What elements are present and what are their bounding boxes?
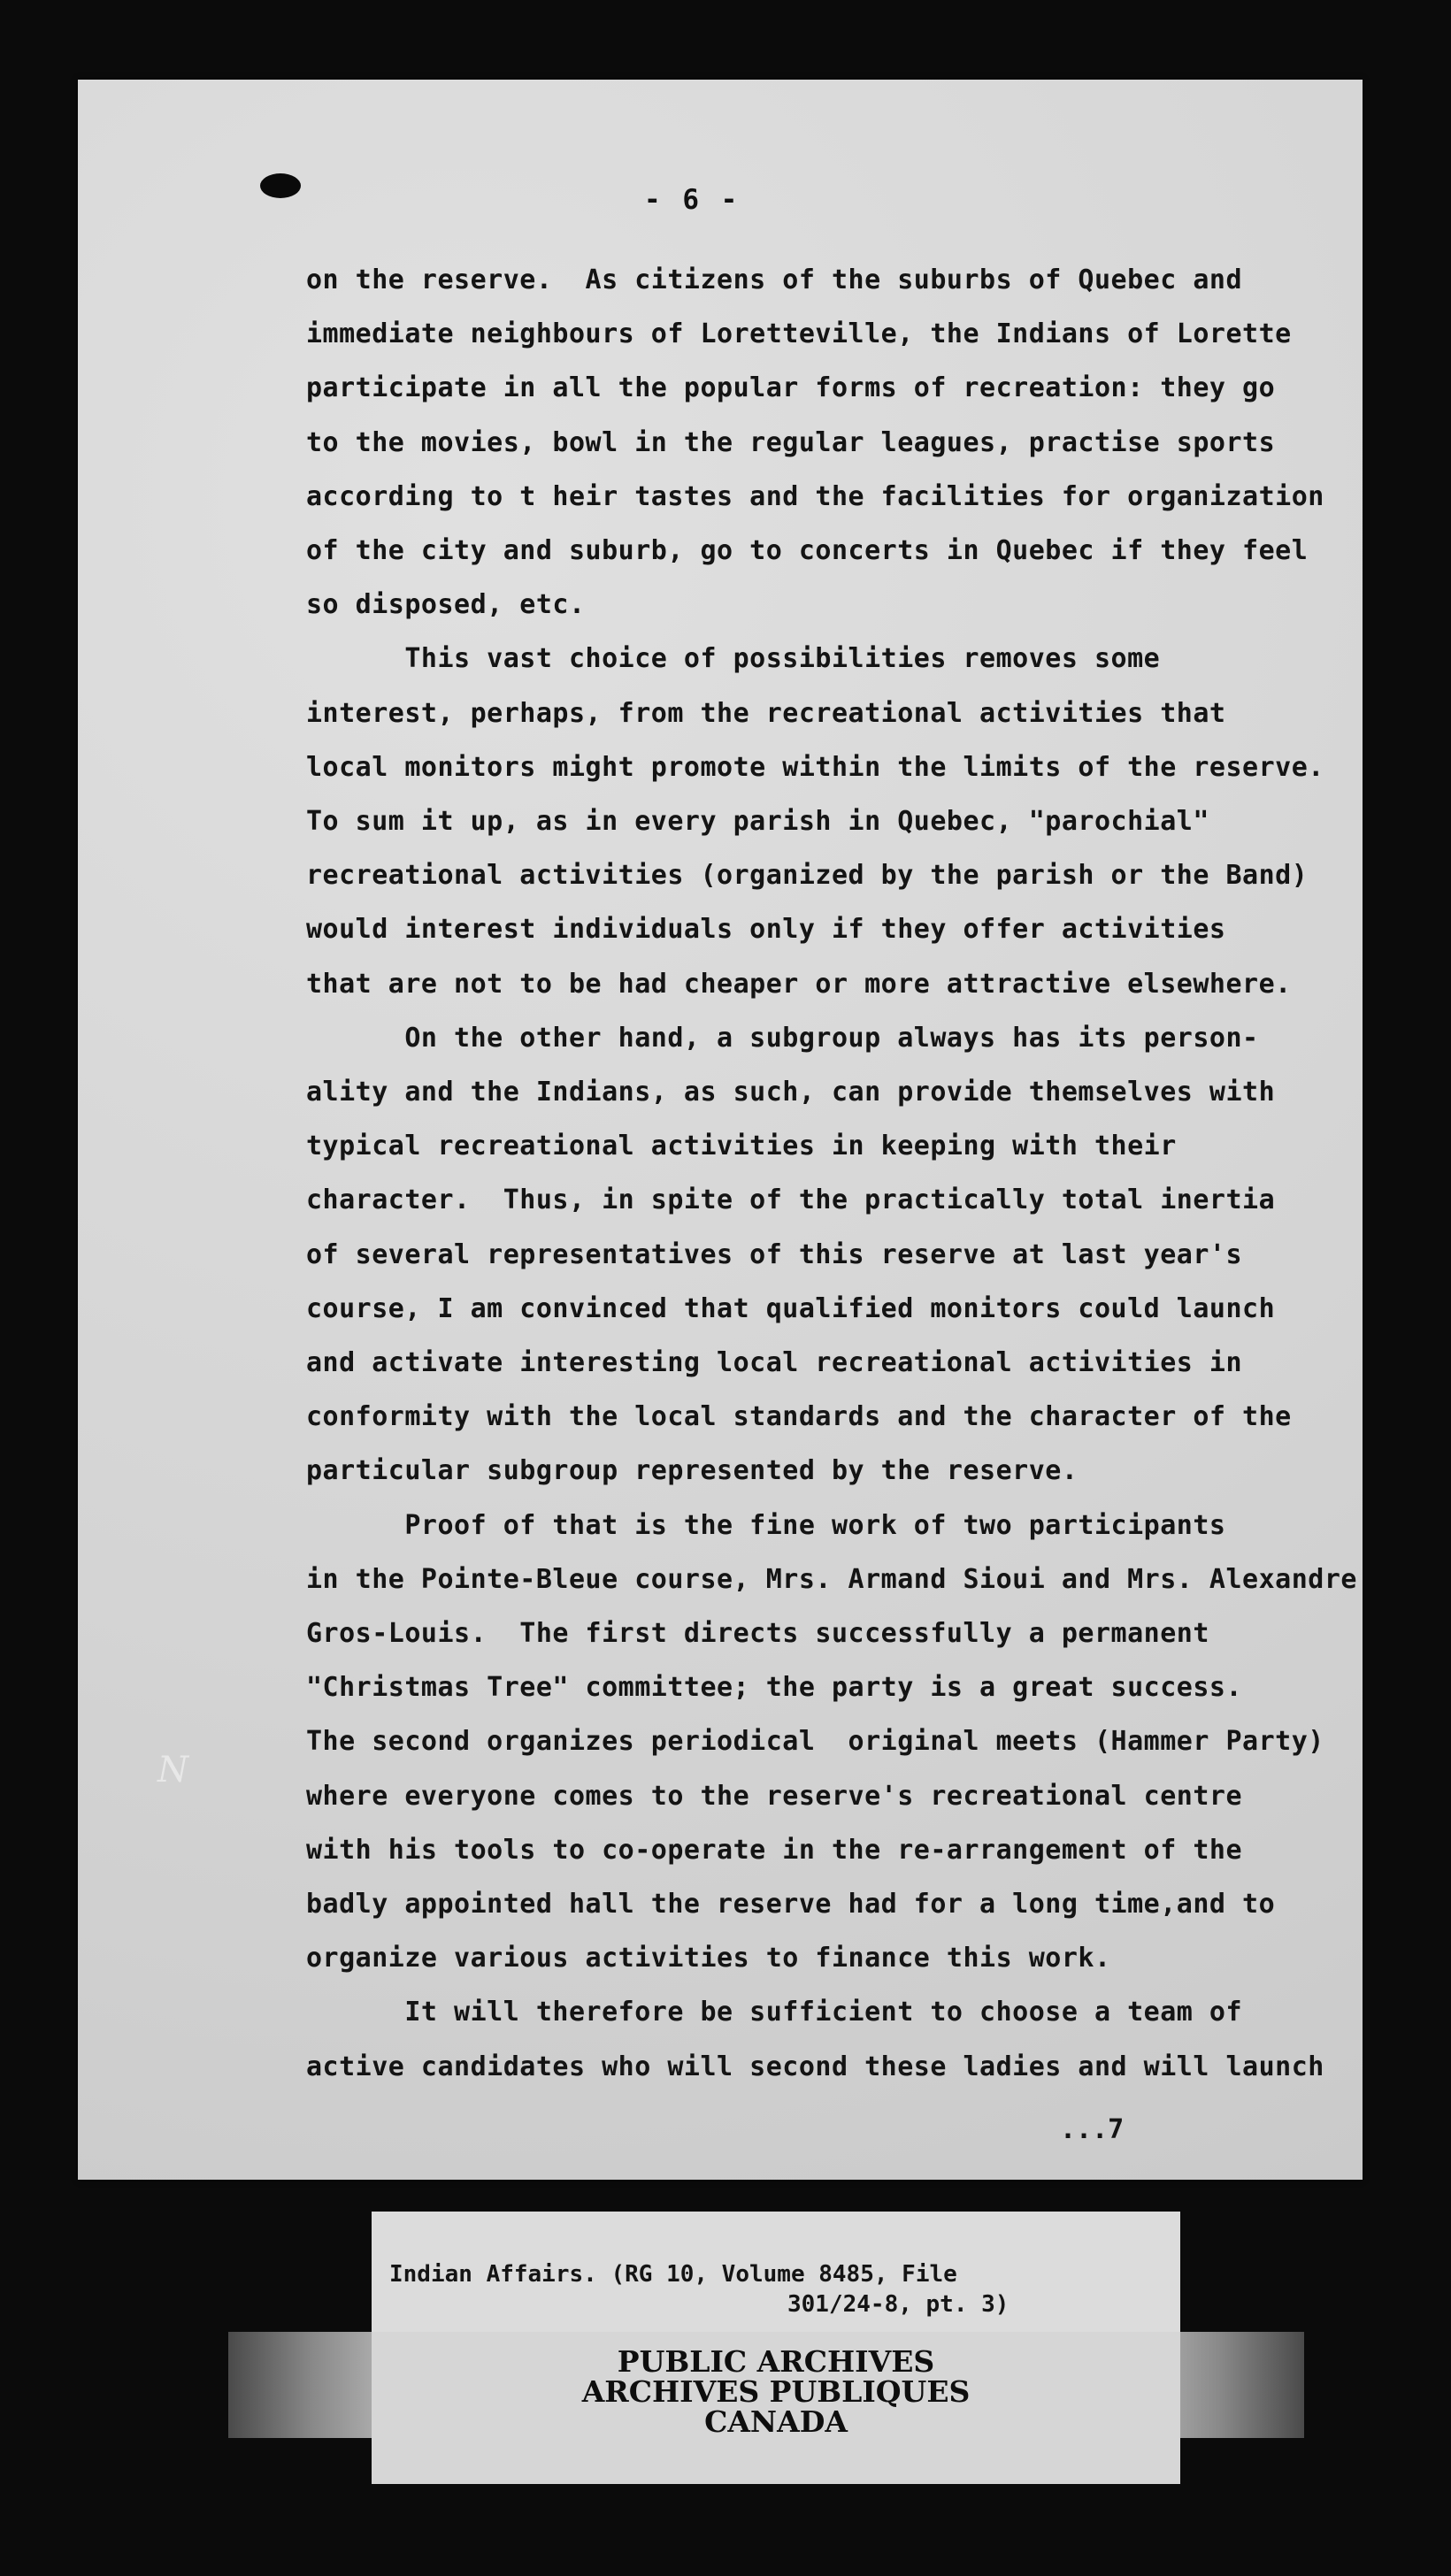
body-line: of the city and suburb, go to concerts in Quebec if they feel xyxy=(306,535,1309,566)
stamp-line-3: CANADA xyxy=(704,2404,848,2439)
body-line: where everyone comes to the reserve's recreational centre xyxy=(306,1780,1243,1812)
body-line: "Christmas Tree" committee; the party is a great success. xyxy=(306,1672,1243,1704)
body-line: to the movies, bowl in the regular leagues, practise sports xyxy=(306,426,1276,458)
citation-line-1: Indian Affairs. (RG 10, Volume 8485, File xyxy=(389,2261,957,2288)
body-line: with his tools to co-operate in the re-arrangement of the xyxy=(306,1834,1243,1866)
body-line: Proof of that is the fine work of two participants xyxy=(306,1509,1226,1541)
body-line: local monitors might promote within the limits of the reserve. xyxy=(306,751,1324,783)
body-line: and activate interesting local recreational activities in xyxy=(306,1347,1243,1378)
citation-line-2: 301/24-8, pt. 3) xyxy=(787,2291,1010,2318)
body-line: It will therefore be sufficient to choose a team of xyxy=(306,1997,1243,2028)
body-line: recreational activities (organized by the parish or the Band) xyxy=(306,860,1309,892)
stamp-line-2: ARCHIVES PUBLIQUES xyxy=(581,2374,971,2409)
body-line: in the Pointe-Bleue course, Mrs. Armand Sioui and Mrs. Alexandre xyxy=(306,1563,1357,1595)
body-line: conformity with the local standards and the character of the xyxy=(306,1401,1292,1433)
page-number: - 6 - xyxy=(644,184,741,216)
body-line: To sum it up, as in every parish in Quebec, "parochial" xyxy=(306,806,1209,837)
body-line: typical recreational activities in keeping with their xyxy=(306,1131,1177,1162)
body-line: organize various activities to finance this work. xyxy=(306,1943,1111,1974)
body-line: of several representatives of this reserve at last year's xyxy=(306,1238,1243,1270)
body-line: according to t heir tastes and the facilities for organization xyxy=(306,480,1324,512)
body-line: immediate neighbours of Loretteville, the Indians of Lorette xyxy=(306,318,1292,350)
handwritten-margin-mark: N xyxy=(157,1750,188,1790)
body-line: so disposed, etc. xyxy=(306,589,586,621)
body-line: ality and the Indians, as such, can provide themselves with xyxy=(306,1077,1276,1108)
document-page xyxy=(78,80,1363,2180)
body-line: that are not to be had cheaper or more attractive elsewhere. xyxy=(306,968,1292,1000)
body-line: would interest individuals only if they offer activities xyxy=(306,914,1226,946)
body-line: active candidates who will second these ladies and will launch xyxy=(306,2051,1324,2082)
body-line: On the other hand, a subgroup always has its person- xyxy=(306,1022,1259,1054)
body-line: The second organizes periodical original meets (Hammer Party) xyxy=(306,1726,1324,1758)
stamp-line-1: PUBLIC ARCHIVES xyxy=(617,2344,935,2379)
body-line: particular subgroup represented by the reserve. xyxy=(306,1455,1079,1487)
body-line: This vast choice of possibilities removes some xyxy=(306,643,1161,675)
body-line: badly appointed hall the reserve had for a long time,and to xyxy=(306,1889,1276,1920)
body-line: character. Thus, in spite of the practically total inertia xyxy=(306,1184,1276,1216)
citation-label xyxy=(372,2212,1180,2332)
continuation-marker: ...7 xyxy=(1060,2114,1125,2145)
body-line: on the reserve. As citizens of the suburbs of Quebec and xyxy=(306,264,1243,295)
body-text xyxy=(78,80,1363,2180)
body-line: interest, perhaps, from the recreational activities that xyxy=(306,697,1226,729)
archive-stamp xyxy=(372,2332,1180,2484)
body-line: Gros-Louis. The first directs successfully a permanent xyxy=(306,1618,1209,1649)
body-line: course, I am convinced that qualified monitors could launch xyxy=(306,1292,1276,1324)
body-line: participate in all the popular forms of recreation: they go xyxy=(306,372,1276,404)
